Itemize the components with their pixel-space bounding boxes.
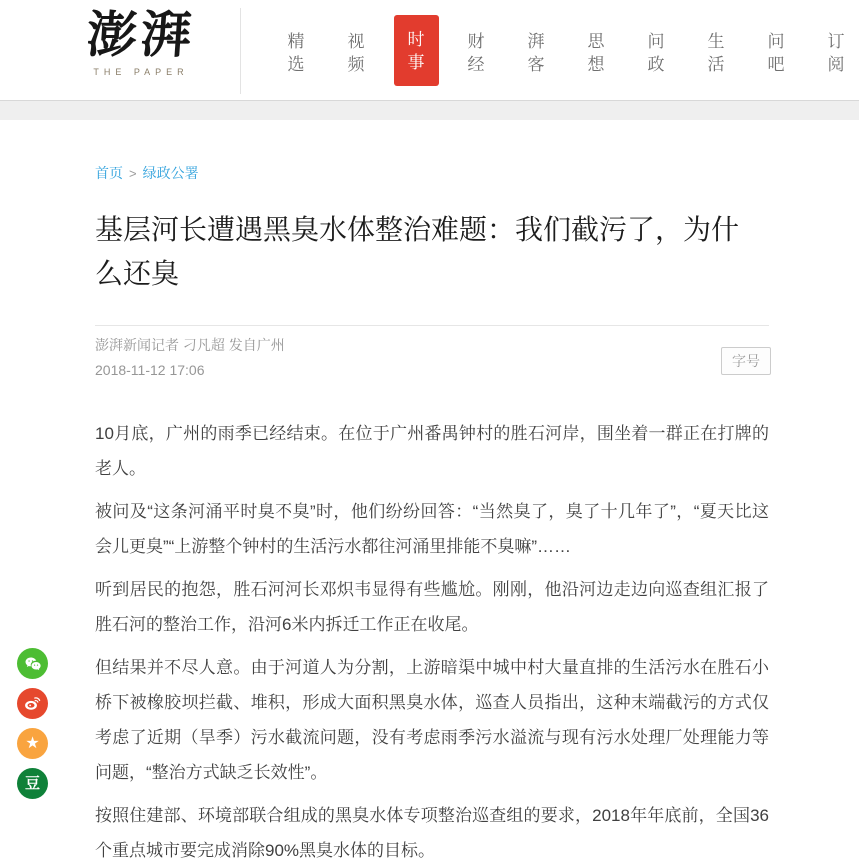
logo-subtitle: THE PAPER bbox=[93, 67, 189, 77]
nav-tab-shenghuo[interactable]: 生活 bbox=[707, 32, 725, 74]
breadcrumb-home-link[interactable]: 首页 bbox=[95, 165, 123, 181]
qzone-star-icon: ★ bbox=[25, 734, 40, 752]
article-title: 基层河长遭遇黑臭水体整治难题：我们截污了，为什么还臭 bbox=[95, 214, 740, 289]
active-tab-highlight: 时事 bbox=[394, 15, 439, 86]
site-header bbox=[0, 0, 859, 101]
weibo-icon bbox=[23, 694, 42, 713]
douban-share-button[interactable] bbox=[17, 768, 48, 799]
article-byline: 澎湃新闻记者 刁凡超 发自广州 bbox=[95, 337, 285, 353]
weibo-share-button[interactable] bbox=[17, 688, 48, 719]
share-rail bbox=[17, 648, 48, 808]
breadcrumb-separator: > bbox=[129, 166, 137, 181]
font-size-button[interactable]: 字号 bbox=[721, 347, 771, 375]
nav-tab-jingxuan[interactable]: 精选 bbox=[287, 32, 305, 74]
nav-tab-wenzheng[interactable]: 问政 bbox=[647, 32, 665, 74]
nav-tab-paike[interactable]: 湃客 bbox=[527, 32, 545, 74]
wechat-share-button[interactable] bbox=[17, 648, 48, 679]
logo-wordmark: 澎湃 bbox=[84, 5, 198, 64]
site-logo[interactable] bbox=[76, 4, 206, 77]
breadcrumb bbox=[95, 163, 769, 183]
main-nav bbox=[266, 0, 859, 101]
article-meta bbox=[95, 325, 769, 380]
article-paragraph: 10月底，广州的雨季已经结束。在位于广州番禺钟村的胜石河岸，围坐着一群正在打牌的老人。 bbox=[95, 424, 769, 478]
qzone-share-button[interactable] bbox=[17, 728, 48, 759]
article-paragraph: 但结果并不尽人意。由于河道人为分割，上游暗渠中城中村大量直排的生活污水在胜石小桥下被橡胶坝拦截、堆积，形成大面积黑臭水体，巡查人员指出，这种末端截污的方式仅考虑了近期（旱季）污水截流问题，没有考虑雨季污水溢流与现有污水处理厂处理能力等问题，“整治方式缺乏长效性”。 bbox=[95, 658, 769, 782]
header-shadow-strip bbox=[0, 101, 859, 120]
nav-tab-dingyue[interactable]: 订阅 bbox=[827, 32, 845, 74]
douban-icon: 豆 bbox=[24, 775, 40, 792]
article-body bbox=[95, 416, 769, 865]
article-page bbox=[95, 163, 769, 865]
wechat-icon bbox=[23, 654, 43, 674]
header-divider bbox=[240, 8, 241, 94]
nav-tab-sixiang[interactable]: 思想 bbox=[587, 32, 605, 74]
article-paragraph: 听到居民的抱怨，胜石河河长邓炽韦显得有些尴尬。刚刚，他沿河边走边向巡查组汇报了胜石河的整治工作，沿河6米内拆迁工作正在收尾。 bbox=[95, 580, 769, 634]
nav-tab-shishi-active[interactable] bbox=[386, 0, 446, 101]
article-date: 2018-11-12 17:06 bbox=[95, 362, 205, 378]
nav-tab-caijing[interactable]: 财经 bbox=[467, 32, 485, 74]
article-paragraph: 被问及“这条河涌平时臭不臭”时，他们纷纷回答：“当然臭了，臭了十几年了”，“夏天比这会儿更臭”“上游整个钟村的生活污水都往河涌里排能不臭嘛”…… bbox=[95, 502, 769, 556]
nav-tab-shipin[interactable]: 视频 bbox=[347, 32, 365, 74]
article-paragraph: 按照住建部、环境部联合组成的黑臭水体专项整治巡查组的要求，2018年年底前，全国36个重点城市要完成消除90%黑臭水体的目标。 bbox=[95, 806, 769, 860]
nav-tab-wenba[interactable]: 问吧 bbox=[767, 32, 785, 74]
breadcrumb-section-link[interactable]: 绿政公署 bbox=[142, 165, 199, 181]
